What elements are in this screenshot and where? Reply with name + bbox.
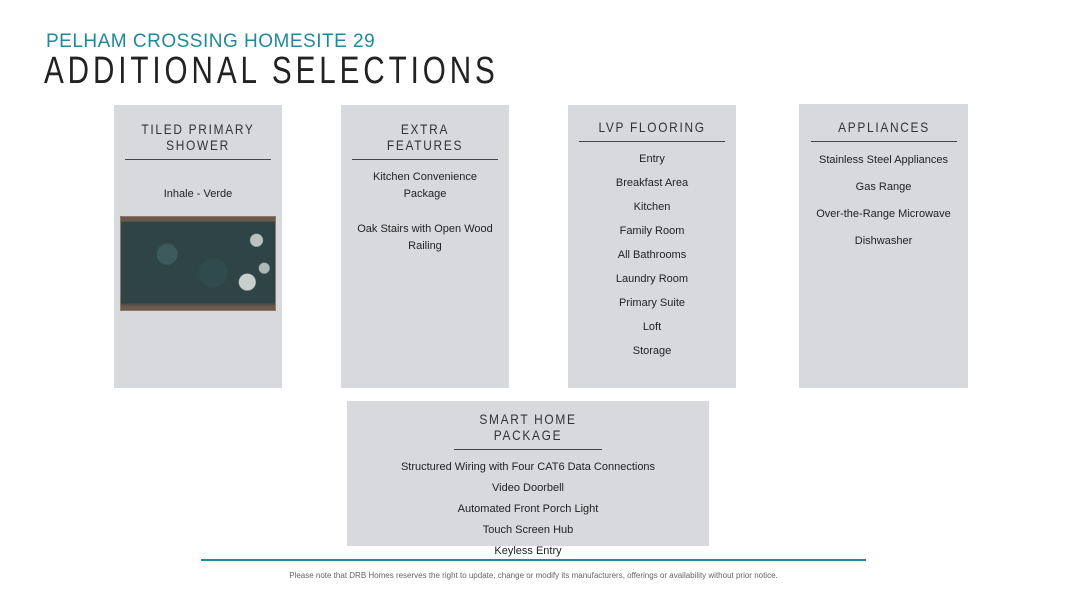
list-item: Keyless Entry [494,545,562,557]
list-item: Breakfast Area [615,177,689,189]
list-item: Storage [632,345,672,357]
panel-tiled-shower [114,105,282,388]
list-item: Entry [639,153,665,165]
list-item: Kitchen Convenience Package [373,171,477,200]
panel-heading-text: APPLIANCES [837,119,930,135]
list-item: Laundry Room [615,273,689,285]
panel-heading-text: TILED PRIMARY SHOWER [141,121,255,153]
panel-heading [125,121,271,160]
panel-lvp-flooring [568,105,736,388]
panel-appliances [799,104,968,388]
list-item: Over-the-Range Microwave [816,208,951,220]
list-item: Inhale - Verde [163,188,233,200]
list-item: Structured Wiring with Four CAT6 Data Connections [400,461,656,473]
list-item: All Bathrooms [617,249,687,261]
list-item: Touch Screen Hub [482,524,574,536]
list-item: Gas Range [855,181,912,193]
panel-heading-text: LVP FLOORING [598,119,706,135]
list-item: Dishwasher [854,235,913,247]
list-item: Primary Suite [618,297,686,309]
panel-extra-features [341,105,509,388]
disclaimer-note: Please note that DRB Homes reserves the right to update, change or modify its manufacturers, offerings or availability without prior notice. [289,571,778,580]
list-item: Oak Stairs with Open Wood Railing [357,223,493,252]
list-item: Stainless Steel Appliances [818,154,949,166]
list-item: Automated Front Porch Light [457,503,599,515]
page-title: ADDITIONAL SELECTIONS [44,50,499,92]
panel-heading [811,119,957,142]
community-subtitle: PELHAM CROSSING HOMESITE 29 [46,31,376,52]
list-item: Family Room [619,225,685,237]
tile-swatch-image [120,216,276,311]
panel-smart-home [347,401,709,557]
panel-heading [352,121,498,160]
list-item: Loft [642,321,662,333]
panel-heading [579,119,725,142]
list-item: Video Doorbell [492,482,564,494]
panel-heading-text: SMART HOME PACKAGE [479,411,577,443]
list-item: Kitchen [633,201,671,213]
panel-heading [454,411,602,450]
footer-divider [201,559,866,561]
panel-heading-text: EXTRA FEATURES [386,121,464,153]
